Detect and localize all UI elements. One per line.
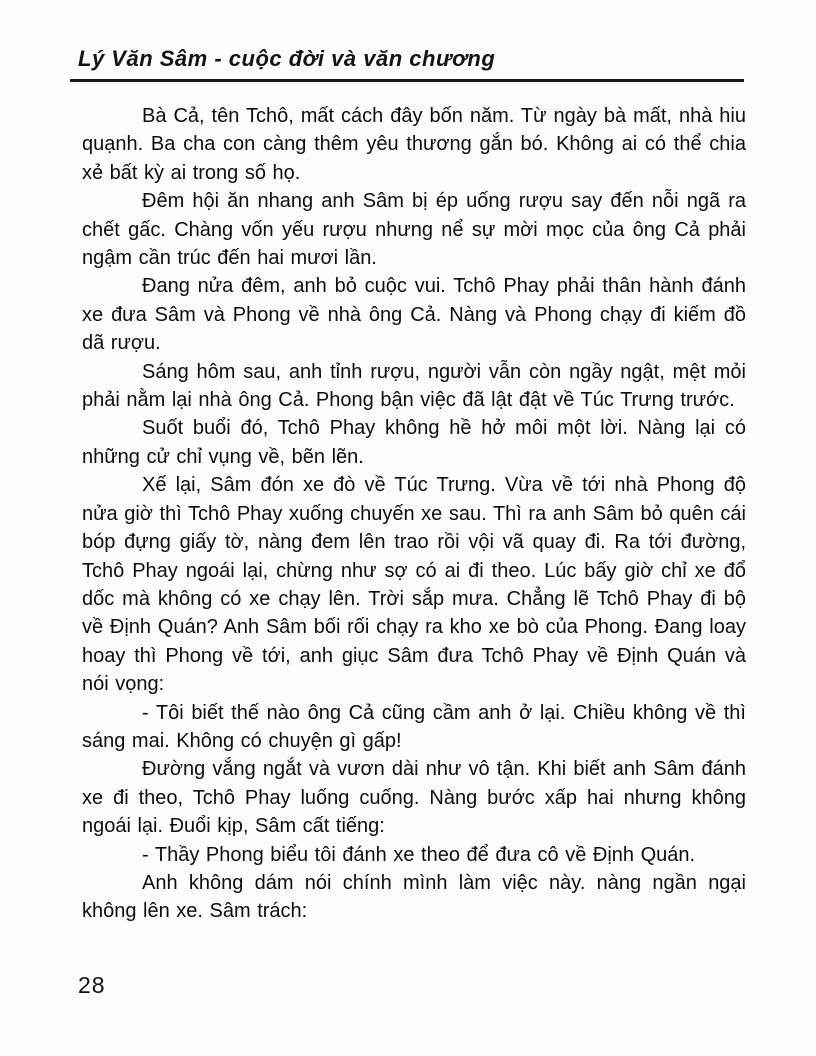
paragraph: Sáng hôm sau, anh tỉnh rượu, người vẫn còn ngầy ngật, mệt mỏi phải nằm lại nhà ông Cả. Phong bận việc đã lật đật về Túc Trưng trước. [82, 360, 746, 412]
paragraph: Đêm hội ăn nhang anh Sâm bị ép uống rượu say đến nỗi ngã ra chết gấc. Chàng vốn yếu rượu nhưng nể sự mời mọc của ông Cả phải ngậm cần trúc đến hai mươi lần. [82, 190, 746, 270]
paragraph: Đường vắng ngắt và vươn dài như vô tận. Khi biết anh Sâm đánh xe đi theo, Tchô Phay luống cuống. Nàng bước xấp hai nhưng không ngoái lại. Đuổi kịp, Sâm cất tiếng: [82, 758, 746, 838]
running-head [70, 46, 744, 82]
paragraph: Đang nửa đêm, anh bỏ cuộc vui. Tchô Phay phải thân hành đánh xe đưa Sâm và Phong về nhà ông Cả. Nàng và Phong chạy đi kiếm đồ dã rượu. [82, 275, 746, 355]
running-head-title: Lý Văn Sâm - cuộc đời và văn chương [78, 46, 496, 71]
body-text [82, 102, 746, 926]
dialogue-paragraph: - Tôi biết thế nào ông Cả cũng cầm anh ở lại. Chiều không về thì sáng mai. Không có chuyện gì gấp! [82, 701, 746, 752]
page-number: 28 [78, 972, 106, 998]
paragraph: Xế lại, Sâm đón xe đò về Túc Trưng. Vừa về tới nhà Phong độ nửa giờ thì Tchô Phay xuống chuyến xe sau. Thì ra anh Sâm bỏ quên cái bóp đựng giấy tờ, nàng đem lên trao rồi vội vã quay đi. Ra tới đường, Tchô Phay ngoái lại, chừng như sợ có ai đi theo. Lúc bấy giờ chỉ xe đổ dốc mà không có xe chạy lên. Trời sắp mưa. Chẳng lẽ Tchô Phay đi bộ về Định Quán? Anh Sâm bối rối chạy ra kho xe bò của Phong. Đang loay hoay thì Phong về tới, anh giục Sâm đưa Tchô Phay về Định Quán và nói vọng: [82, 474, 746, 696]
paragraph: Anh không dám nói chính mình làm việc này. nàng ngần ngại không lên xe. Sâm trách: [82, 871, 746, 923]
dialogue-paragraph: - Thầy Phong biểu tôi đánh xe theo để đưa cô về Định Quán. [142, 843, 696, 866]
paragraph: Bà Cả, tên Tchô, mất cách đây bốn năm. Từ ngày bà mất, nhà hiu quạnh. Ba cha con càng thêm yêu thương gắn bó. Không ai có thể chia xẻ bất kỳ ai trong số họ. [82, 105, 746, 184]
paragraph: Suốt buổi đó, Tchô Phay không hề hở môi một lời. Nàng lại có những cử chỉ vụng về, bẽn lẽn. [82, 417, 746, 468]
